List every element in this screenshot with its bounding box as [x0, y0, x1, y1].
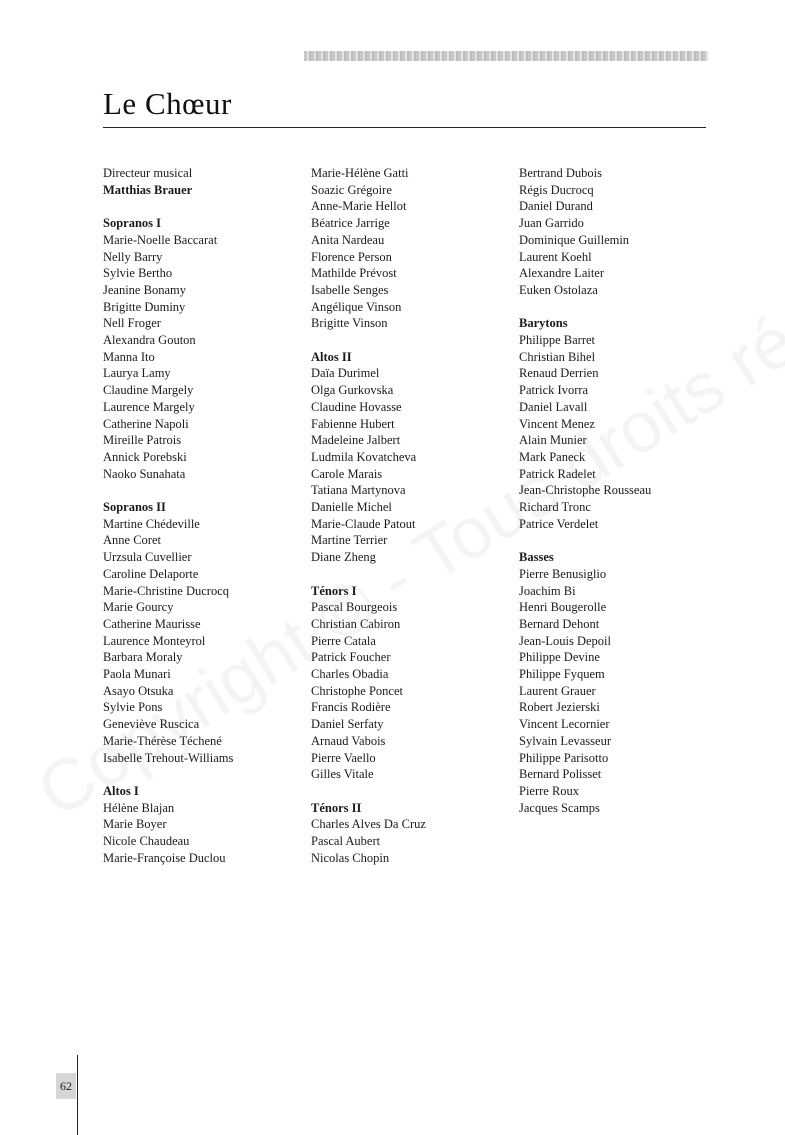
- music-director-block: [103, 165, 303, 198]
- singer-name: Christian Bihel: [519, 349, 596, 364]
- section-heading: Altos I: [103, 783, 139, 798]
- singer-name: Isabelle Trehout-Williams: [103, 750, 234, 765]
- music-director-name: Matthias Brauer: [103, 182, 193, 197]
- singer-name: Catherine Napoli: [103, 416, 189, 431]
- singer-name: Marie-Claude Patout: [311, 516, 416, 531]
- singer-name: Béatrice Jarrige: [311, 216, 390, 231]
- singer-name: Paola Munari: [103, 667, 171, 682]
- singer-name: Sylvie Pons: [103, 700, 163, 715]
- roster-column-1: [103, 165, 303, 883]
- roster-column-3: [519, 165, 709, 833]
- singer-name: Anita Nardeau: [311, 232, 385, 247]
- header-decorative-bar: [304, 51, 708, 61]
- singer-name: Joachim Bi: [519, 583, 576, 598]
- music-director-role: Directeur musical: [103, 166, 193, 180]
- voice-section: [311, 165, 511, 332]
- singer-name: Marie Boyer: [103, 817, 167, 832]
- singer-name: Alexandra Gouton: [103, 333, 196, 348]
- singer-name: Brigitte Vinson: [311, 316, 388, 331]
- section-heading: Sopranos I: [103, 216, 162, 231]
- singer-name: Urzsula Cuvellier: [103, 550, 192, 565]
- singer-name: Jeanine Bonamy: [103, 282, 186, 297]
- singer-name: Nicole Chaudeau: [103, 834, 190, 849]
- singer-name: Daniel Serfaty: [311, 717, 384, 732]
- singer-name: Olga Gurkovska: [311, 383, 394, 398]
- singer-name: Pierre Vaello: [311, 750, 376, 765]
- voice-section: [519, 315, 709, 532]
- singer-name: Arnaud Vabois: [311, 733, 386, 748]
- singer-name: Claudine Margely: [103, 383, 194, 398]
- singer-name: Marie Gourcy: [103, 600, 174, 615]
- singer-name: Marie-Françoise Duclou: [103, 850, 226, 865]
- singer-name: Brigitte Duminy: [103, 299, 186, 314]
- singer-name: Charles Obadia: [311, 667, 389, 682]
- singer-name: Pierre Catala: [311, 633, 376, 648]
- singer-name: Vincent Menez: [519, 416, 595, 431]
- singer-name: Francis Rodière: [311, 700, 391, 715]
- singer-name: Laurent Koehl: [519, 249, 592, 264]
- singer-name: Laurya Lamy: [103, 366, 171, 381]
- section-heading: Basses: [519, 550, 554, 565]
- page-title: Le Chœur: [103, 86, 232, 121]
- singer-name: Daïa Durimel: [311, 366, 380, 381]
- singer-name: Nicolas Chopin: [311, 850, 390, 865]
- voice-section: [103, 215, 303, 482]
- singer-name: Christophe Poncet: [311, 683, 404, 698]
- singer-name: Patrick Foucher: [311, 650, 391, 665]
- voice-section: [103, 499, 303, 766]
- singer-name: Pascal Bourgeois: [311, 600, 398, 615]
- singer-name: Martine Terrier: [311, 533, 388, 548]
- singer-name: Pierre Benusiglio: [519, 566, 607, 581]
- singer-name: Bernard Polisset: [519, 767, 602, 782]
- section-heading: Barytons: [519, 316, 568, 331]
- singer-name: Alexandre Laiter: [519, 266, 605, 281]
- singer-name: Pascal Aubert: [311, 834, 381, 849]
- singer-name: Régis Ducrocq: [519, 182, 594, 197]
- singer-name: Juan Garrido: [519, 216, 584, 231]
- voice-section: [103, 783, 303, 867]
- singer-name: Bernard Dehont: [519, 616, 600, 631]
- singer-name: Sylvie Bertho: [103, 266, 173, 281]
- singer-name: Geneviève Ruscica: [103, 717, 200, 732]
- section-heading: Ténors II: [311, 800, 362, 815]
- singer-name: Daniel Durand: [519, 199, 593, 214]
- section-heading: Altos II: [311, 349, 352, 364]
- singer-name: Laurence Margely: [103, 399, 195, 414]
- singer-name: Caroline Delaporte: [103, 566, 199, 581]
- singer-name: Annick Porebski: [103, 449, 187, 464]
- singer-name: Danielle Michel: [311, 500, 392, 515]
- singer-name: Alain Munier: [519, 433, 587, 448]
- singer-name: Madeleine Jalbert: [311, 433, 401, 448]
- singer-name: Martine Chédeville: [103, 516, 200, 531]
- singer-name: Barbara Moraly: [103, 650, 183, 665]
- singer-name: Marie-Thérèse Téchené: [103, 733, 222, 748]
- singer-name: Carole Marais: [311, 466, 383, 481]
- singer-name: Jean-Christophe Rousseau: [519, 483, 652, 498]
- singer-name: Angélique Vinson: [311, 299, 402, 314]
- singer-name: Patrick Ivorra: [519, 383, 589, 398]
- singer-name: Mathilde Prévost: [311, 266, 397, 281]
- singer-name: Marie-Noelle Baccarat: [103, 232, 218, 247]
- voice-section: [311, 349, 511, 566]
- singer-name: Hélène Blajan: [103, 800, 175, 815]
- voice-section: [519, 549, 709, 816]
- page-number: 62: [56, 1073, 76, 1099]
- singer-name: Renaud Derrien: [519, 366, 599, 381]
- singer-name: Sylvain Levasseur: [519, 733, 611, 748]
- singer-name: Laurence Monteyrol: [103, 633, 206, 648]
- singer-name: Charles Alves Da Cruz: [311, 817, 426, 832]
- singer-name: Nelly Barry: [103, 249, 163, 264]
- singer-name: Jacques Scamps: [519, 800, 600, 815]
- singer-name: Henri Bougerolle: [519, 600, 607, 615]
- singer-name: Philippe Barret: [519, 333, 596, 348]
- singer-name: Marie-Christine Ducrocq: [103, 583, 230, 598]
- singer-name: Ludmila Kovatcheva: [311, 449, 417, 464]
- singer-name: Anne-Marie Hellot: [311, 199, 407, 214]
- singer-name: Laurent Grauer: [519, 683, 596, 698]
- singer-name: Diane Zheng: [311, 550, 376, 565]
- singer-name: Manna Ito: [103, 349, 155, 364]
- section-heading: Ténors I: [311, 583, 357, 598]
- singer-name: Marie-Hélène Gatti: [311, 166, 409, 180]
- singer-name: Robert Jezierski: [519, 700, 600, 715]
- singer-name: Florence Person: [311, 249, 392, 264]
- singer-name: Bertrand Dubois: [519, 166, 602, 180]
- singer-name: Daniel Lavall: [519, 399, 588, 414]
- singer-name: Tatiana Martynova: [311, 483, 406, 498]
- section-heading: Sopranos II: [103, 500, 166, 515]
- singer-name: Philippe Devine: [519, 650, 600, 665]
- voice-section: [311, 800, 511, 867]
- singer-name: Vincent Lecornier: [519, 717, 610, 732]
- singer-name: Fabienne Hubert: [311, 416, 395, 431]
- singer-name: Catherine Maurisse: [103, 616, 201, 631]
- singer-name: Claudine Hovasse: [311, 399, 402, 414]
- singer-name: Asayo Otsuka: [103, 683, 174, 698]
- singer-name: Gilles Vitale: [311, 767, 374, 782]
- singer-name: Patrice Verdelet: [519, 516, 599, 531]
- voice-section: [311, 583, 511, 783]
- singer-name: Philippe Parisotto: [519, 750, 609, 765]
- singer-name: Pierre Roux: [519, 783, 580, 798]
- singer-name: Isabelle Senges: [311, 282, 389, 297]
- singer-name: Mireille Patrois: [103, 433, 182, 448]
- singer-name: Naoko Sunahata: [103, 466, 186, 481]
- singer-name: Anne Coret: [103, 533, 161, 548]
- singer-name: Patrick Radelet: [519, 466, 596, 481]
- singer-name: Mark Paneck: [519, 449, 586, 464]
- singer-name: Christian Cabiron: [311, 616, 401, 631]
- roster-column-2: [311, 165, 511, 883]
- singer-name: Euken Ostolaza: [519, 282, 598, 297]
- singer-name: Richard Tronc: [519, 500, 591, 515]
- singer-name: Soazic Grégoire: [311, 182, 392, 197]
- singer-name: Philippe Fyquem: [519, 667, 605, 682]
- singer-name: Dominique Guillemin: [519, 232, 630, 247]
- margin-rule: [77, 1055, 78, 1135]
- title-underline: [103, 127, 706, 128]
- singer-name: Nell Froger: [103, 316, 161, 331]
- singer-name: Jean-Louis Depoil: [519, 633, 611, 648]
- voice-section: [519, 165, 709, 299]
